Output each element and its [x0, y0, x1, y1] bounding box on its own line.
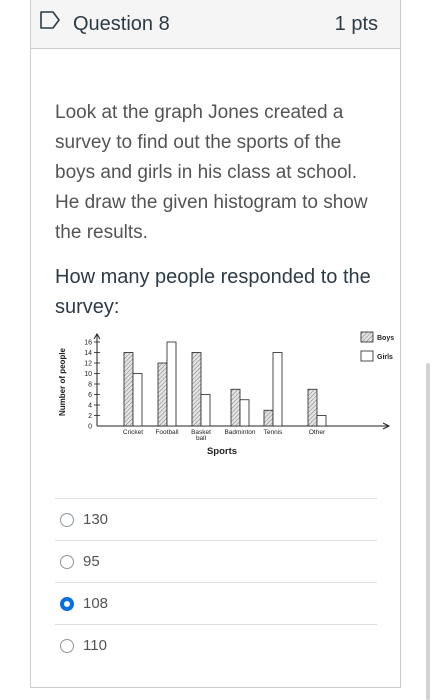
question-card [30, 0, 401, 688]
bar-boys [158, 363, 167, 426]
x-tick-label: Tennis [263, 429, 283, 436]
y-tick-label: 10 [84, 371, 92, 378]
y-tick-label: 2 [88, 413, 92, 420]
answer-label: 130 [83, 511, 109, 528]
bar-boys [192, 353, 201, 427]
y-tick-label: 8 [88, 381, 92, 389]
radio-icon[interactable] [60, 639, 74, 653]
scrollbar[interactable] [426, 363, 430, 700]
bar-chart [55, 326, 397, 462]
legend-label-girls: Girls [377, 354, 393, 361]
bar-girls [133, 374, 142, 427]
bar-girls [273, 353, 282, 427]
question-prompt: How many people responded to the survey: [55, 266, 371, 318]
question-title: Question 8 [73, 13, 170, 35]
y-tick-label: 12 [84, 360, 92, 368]
answer-label: 110 [83, 637, 107, 654]
answer-label: 108 [83, 595, 109, 612]
radio-selected-icon[interactable] [60, 597, 74, 611]
radio-icon[interactable] [60, 555, 74, 569]
legend-label-boys: Boys [377, 335, 395, 342]
answer-label: 95 [83, 553, 100, 570]
flag-question-icon[interactable] [39, 11, 61, 29]
y-tick-label: 14 [84, 350, 92, 357]
answer-list [55, 498, 377, 666]
y-tick-label: 4 [88, 402, 92, 410]
answer-option[interactable] [55, 624, 377, 666]
x-tick-label: Basket [191, 429, 211, 436]
bar-boys [124, 353, 133, 427]
x-tick-label: Football [155, 429, 179, 436]
bar-boys [264, 410, 273, 426]
y-axis-label: Number of people [58, 347, 67, 417]
x-tick-label: Badminton [224, 429, 256, 436]
legend-swatch-boys [361, 332, 373, 342]
question-text: Look at the graph Jones created a survey to find out the sports of the boys and girls in his class at school. He draw the given histogram to show the results. [55, 102, 368, 243]
bar-girls [317, 416, 326, 427]
bar-boys [308, 389, 317, 426]
answer-option[interactable] [55, 498, 377, 540]
answer-option[interactable] [55, 540, 377, 582]
x-tick-label: Other [308, 429, 326, 436]
y-tick-label: 16 [84, 339, 92, 347]
y-tick-label: 6 [88, 392, 92, 399]
bar-girls [201, 395, 210, 427]
x-tick-label: ball [195, 435, 207, 442]
radio-icon[interactable] [60, 513, 74, 527]
legend-swatch-girls [361, 351, 373, 361]
answer-option[interactable] [55, 582, 377, 624]
bar-boys [231, 389, 240, 426]
question-points: 1 pts [334, 13, 378, 35]
bar-girls [240, 400, 249, 426]
y-tick-label: 0 [88, 423, 92, 431]
x-tick-label: Cricket [122, 429, 144, 436]
x-axis-label: Sports [206, 446, 238, 457]
question-header [31, 0, 400, 49]
bar-girls [167, 342, 176, 426]
